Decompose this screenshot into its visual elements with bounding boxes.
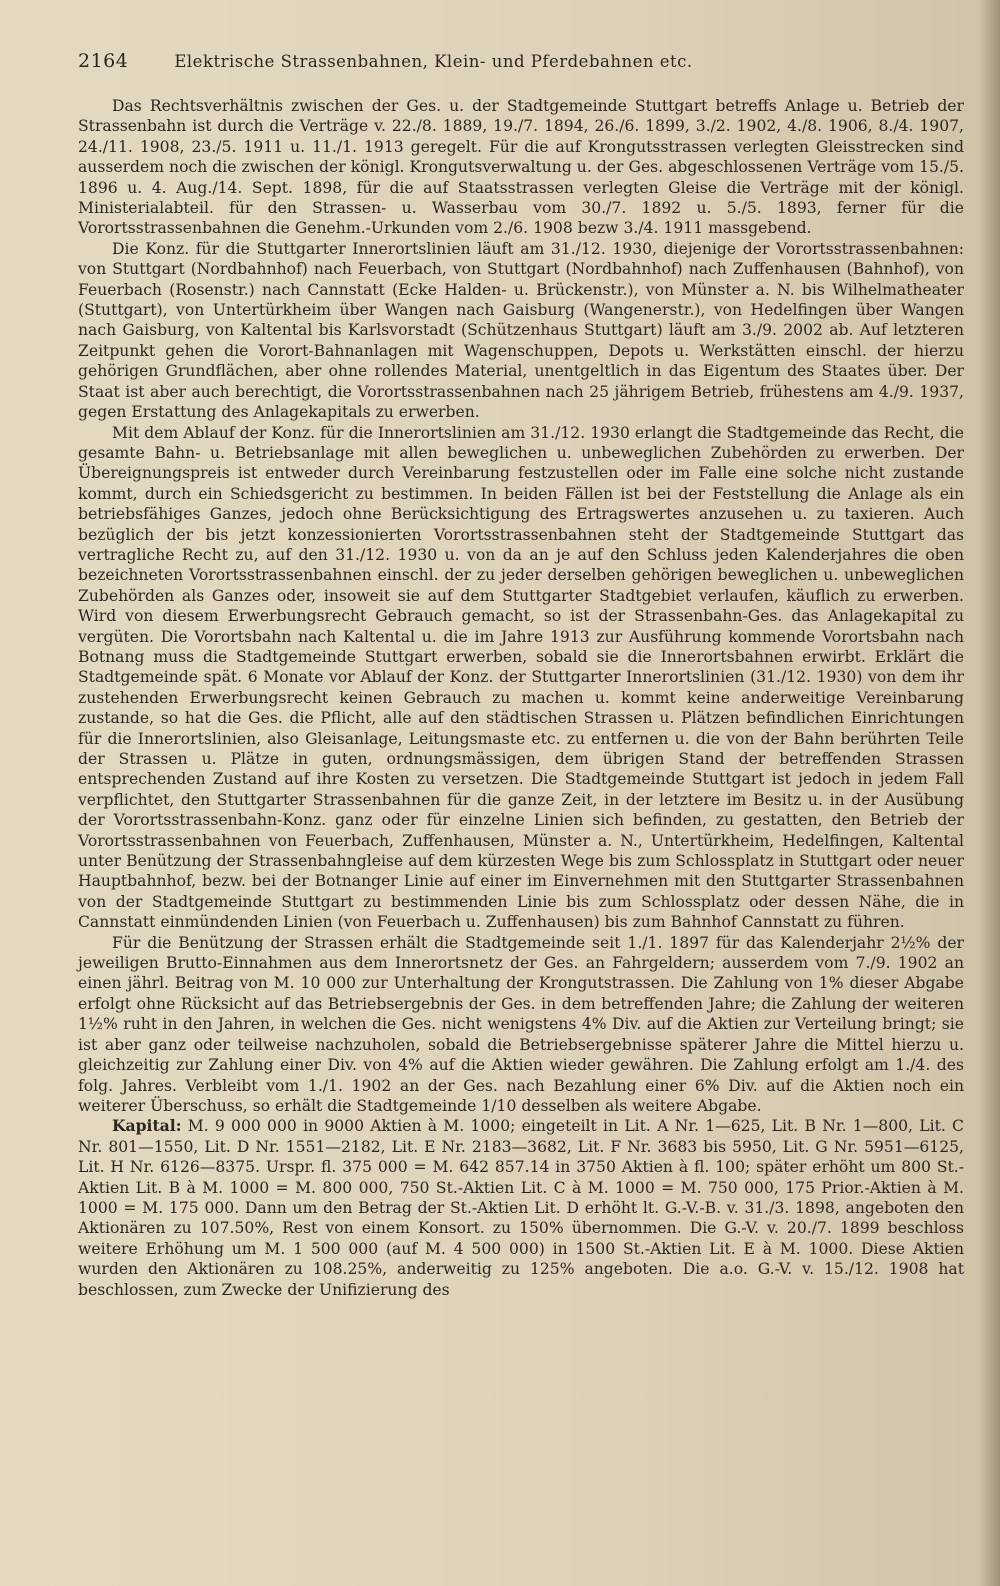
page-edge-shadow [978, 0, 1000, 1586]
paragraph-capital [78, 1116, 964, 1300]
paragraph-legal-relationship: Das Rechtsverhältnis zwischen der Ges. u. der Stadtgemeinde Stuttgart betreffs Anlage u. Betrieb der Strassenbahn ist durch die Verträge v. 22./8. 1889, 19./7. 1894, 26./6. 1899, 3./2. 1902, 4./8. 1906, 8./4. 1907, 24./11. 1908, 23./5. 1911 u. 11./1. 1913 geregelt. Für die auf Krongutsstrassen verlegten Gleisstrecken sind ausserdem noch die zwischen der königl. Krongutsverwaltung u. der Ges. abgeschlossenen Verträge vom 15./5. 1896 u. 4. Aug./14. Sept. 1898, für die auf Staatsstrassen verlegten Gleise die Verträge mit der königl. Ministerialabteil. für den Strassen- u. Wasserbau vom 30./7. 1892 u. 5./5. 1893, ferner für die Vorortsstrassenbahnen die Genehm.-Urkunden vom 2./6. 1908 bezw 3./4. 1911 massgebend. [78, 97, 964, 238]
paragraph-concession-terms: Die Konz. für die Stuttgarter Innerortslinien läuft am 31./12. 1930, diejenige der Vorortsstrassenbahnen: von Stuttgart (Nordbahnhof) nach Feuerbach, von Stuttgart (Nordbahnhof) nach Zuffenhausen (Bahnhof), von Feuerbach (Rosenstr.) nach Cannstatt (Ecke Halden- u. Brückenstr.), von Münster a. N. bis Wilhelmatheater (Stuttgart), von Untertürkheim über Wangen nach Gaisburg (Wangenerstr.), von Hedelfingen über Wangen nach Gaisburg, von Kaltental bis Karlsvorstadt (Schützenhaus Stuttgart) läuft am 3./9. 2002 ab. Auf letzteren Zeitpunkt gehen die Vorort-Bahnanlagen mit Wagenschuppen, Depots u. Werkstätten einschl. der hierzu gehörigen Grundflächen, aber ohne rollendes Material, unentgeltlich in das Eigentum des Staates über. Der Staat ist aber auch berechtigt, die Vorortsstrassenbahnen nach 25 jährigem Betrieb, frühestens am 4./9. 1937, gegen Erstattung des Anlagekapitals zu erwerben. [78, 239, 964, 422]
paragraph-acquisition-rights: Mit dem Ablauf der Konz. für die Innerortslinien am 31./12. 1930 erlangt die Stadtgemeinde das Recht, die gesamte Bahn- u. Betriebsanlage mit allen beweglichen u. unbeweglichen Zubehörden zu erwerben. Der Übereignungspreis ist entweder durch Vereinbarung festzustellen oder im Falle eine solche nicht zustande kommt, durch ein Schiedsgericht zu bestimmen. In beiden Fällen ist bei der Feststellung die Anlage als ein betriebsfähiges Ganzes, jedoch ohne Berücksichtigung des Ertragswertes anzusehen u. zu taxieren. Auch bezüglich der bis jetzt konzessionierten Vorortsstrassenbahnen steht der Stadtgemeinde Stuttgart das vertragliche Recht zu, auf den 31./12. 1930 u. von da an je auf den Schluss jeden Kalenderjahres die oben bezeichneten Vorortsstrassenbahnen einschl. der zu jeder derselben gehörigen beweglichen u. unbeweglichen Zubehörden als Ganzes oder, insoweit sie auf dem Stuttgarter Stadtgebiet verlaufen, käuflich zu erwerben. Wird von diesem Erwerbungsrecht Gebrauch gemacht, so ist der Strassenbahn-Ges. das Anlagekapital zu vergüten. Die Vorortsbahn nach Kaltental u. die im Jahre 1913 zur Ausführung kommende Vorortsbahn nach Botnang muss die Stadtgemeinde Stuttgart erwerben, sobald sie die Innerortsbahnen erwirbt. Erklärt die Stadtgemeinde spät. 6 Monate vor Ablauf der Konz. der Stuttgarter Innerortslinien (31./12. 1930) von dem ihr zustehenden Erwerbungsrecht keinen Gebrauch zu machen u. kommt keine anderweitige Vereinbarung zustande, so hat die Ges. die Pflicht, alle auf den städtischen Strassen u. Plätzen befindlichen Einrichtungen für die Innerortslinien, also Gleisanlage, Leitungsmaste etc. zu entfernen u. die von der Bahn berührten Teile der Strassen u. Plätze in guten, ordnungsmässigen, dem übrigen Stand der betreffenden Strassen entsprechenden Zustand auf ihre Kosten zu versetzen. Die Stadtgemeinde Stuttgart ist jedoch in jedem Fall verpflichtet, den Stuttgarter Strassenbahnen für die ganze Zeit, in der letztere im Besitz u. in der Ausübung der Vorortsstrassenbahn-Konz. ganz oder für einzelne Linien sich befinden, zu gestatten, den Betrieb der Vorortsstrassenbahnen von Feuerbach, Zuffenhausen, Münster a. N., Untertürkheim, Hedelfingen, Kaltental unter Benützung der Strassenbahngleise auf dem kürzesten Wege bis zum Schlossplatz in Stuttgart oder neuer Hauptbahnhof, bezw. bei der Botnanger Linie auf einer im Einvernehmen mit den Stuttgarter Strassenbahnen von der Stadtgemeinde Stuttgart zu bestimmenden Linie bis zum Schlossplatz oder dessen Nähe, die in Cannstatt einmündenden Linien (von Feuerbach u. Zuffenhausen) bis zum Bahnhof Cannstatt zu führen. [78, 423, 964, 932]
page-header [78, 50, 964, 72]
capital-label: Kapital: [112, 1116, 182, 1136]
body-text [78, 96, 964, 1300]
running-title: Elektrische Strassenbahnen, Klein- und Pferdebahnen etc. [174, 52, 693, 71]
paragraph-street-usage-fees: Für die Benützung der Strassen erhält die Stadtgemeinde seit 1./1. 1897 für das Kalenderjahr 2½% der jeweiligen Brutto-Einnahmen aus dem Innerortsnetz der Ges. an Fahrgeldern; ausserdem vom 7./9. 1902 an einen jährl. Beitrag von M. 10 000 zur Unterhaltung der Krongutstrassen. Die Zahlung von 1% dieser Abgabe erfolgt ohne Rücksicht auf das Betriebsergebnis der Ges. in dem betreffenden Jahre; die Zahlung der weiteren 1½% ruht in den Jahren, in welchen die Ges. nicht wenigstens 4% Div. auf die Aktien zur Verteilung bringt; sie ist aber ganz oder teilweise nachzuholen, sobald die Betriebsergebnisse späterer Jahre die Mittel hierzu u. gleichzeitig zur Zahlung einer Div. von 4% auf die Aktien wieder gewähren. Die Zahlung erfolgt am 1./4. des folg. Jahres. Verbleibt vom 1./1. 1902 an der Ges. nach Bezahlung einer 6% Div. auf die Aktien noch ein weiterer Überschuss, so erhält die Stadtgemeinde 1/10 desselben als weitere Abgabe. [78, 933, 964, 1115]
capital-text: M. 9 000 000 in 9000 Aktien à M. 1000; eingeteilt in Lit. A Nr. 1—625, Lit. B Nr. 1—800, Lit. C Nr. 801—1550, Lit. D Nr. 1551—2182, Lit. E Nr. 2183—3682, Lit. F Nr. 3683 bis 5950, Lit. G Nr. 5951—6125, Lit. H Nr. 6126—8375. Urspr. fl. 375 000 = M. 642 857.14 in 3750 Aktien à fl. 100; später erhöht um 800 St.-Aktien Lit. B à M. 1000 = M. 800 000, 750 St.-Aktien Lit. C à M. 1000 = M. 750 000, 175 Prior.-Aktien à M. 1000 = M. 175 000. Dann um den Betrag der St.-Aktien Lit. D erhöht lt. G.-V.-B. v. 31./3. 1898, angeboten den Aktionären zu 107.50%, Rest von einem Konsort. zu 150% übernommen. Die G.-V. v. 20./7. 1899 beschloss weitere Erhöhung um M. 1 500 000 (auf M. 4 500 000) in 1500 St.-Aktien Lit. E à M. 1000. Diese Aktien wurden den Aktionären zu 108.25%, anderweitig zu 125% angeboten. Die a.o. G.-V. v. 15./12. 1908 hat beschlossen, zum Zwecke der Unifizierung des [78, 1117, 964, 1299]
page-number: 2164 [78, 50, 129, 72]
